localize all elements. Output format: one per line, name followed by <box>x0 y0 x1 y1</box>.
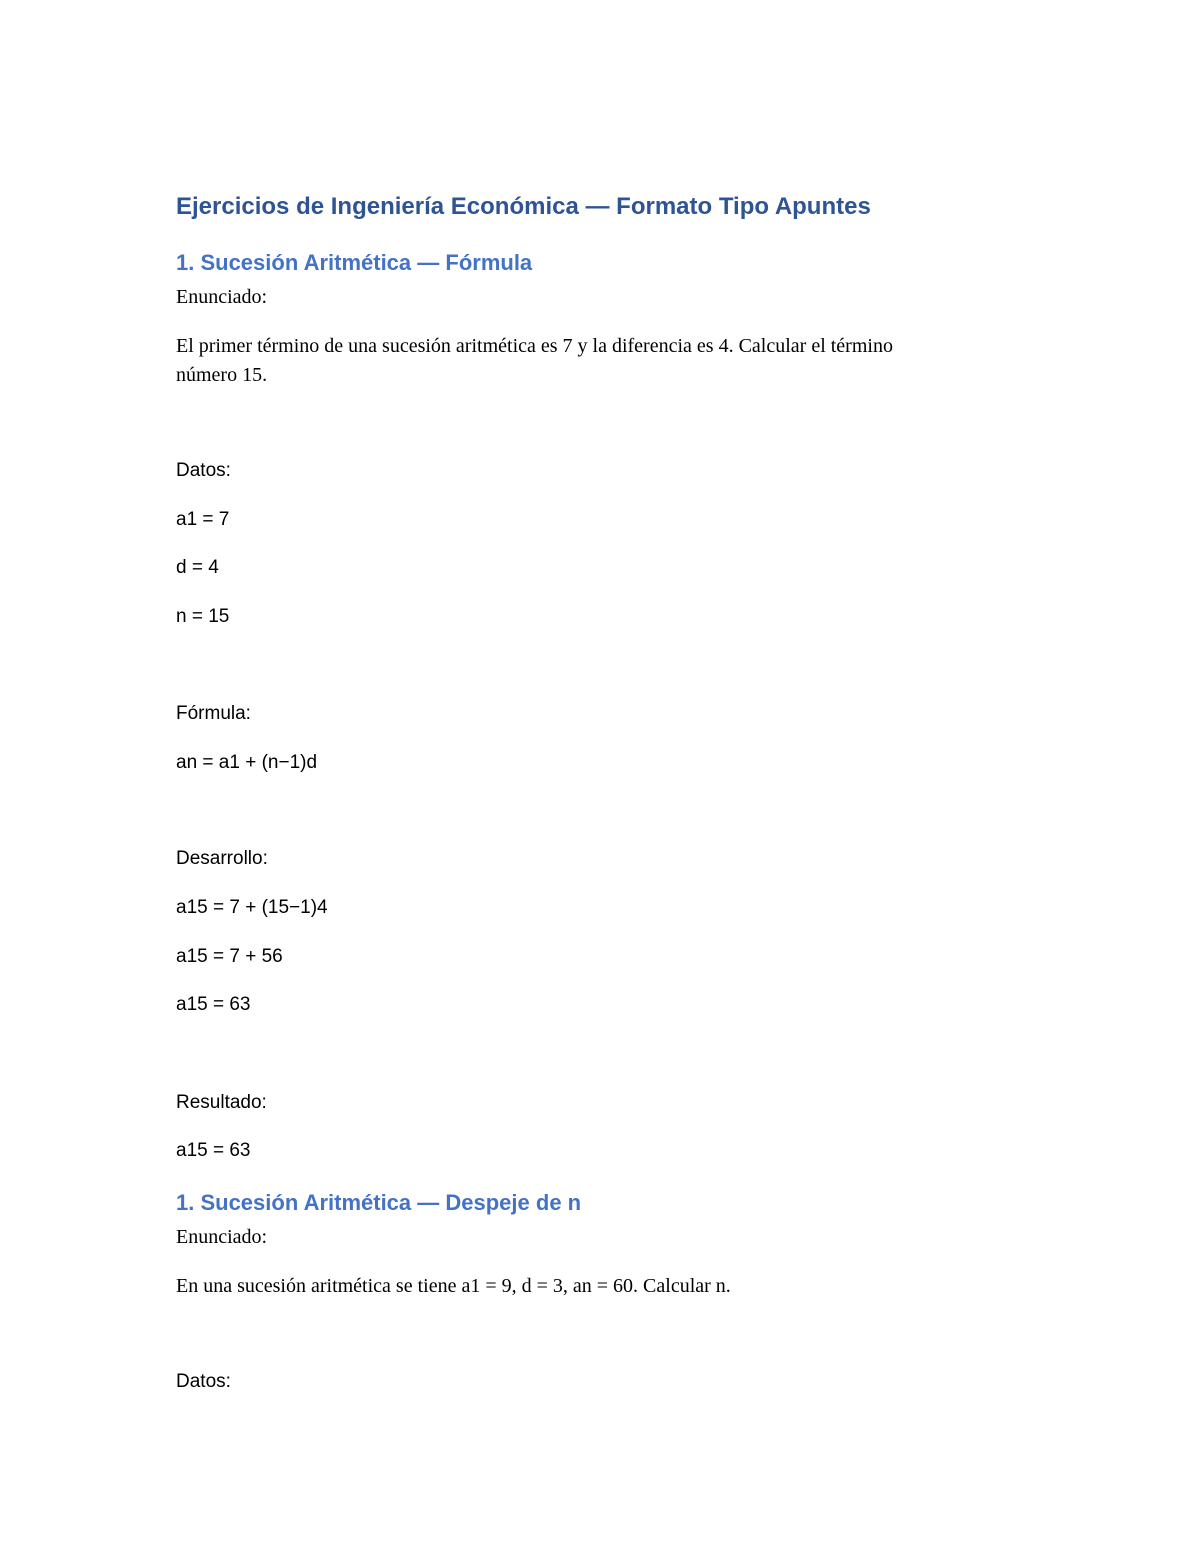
enunciado-text-line-2: número 15. <box>176 364 268 386</box>
formula-text: an = a1 + (n−1)d <box>176 752 318 773</box>
enunciado-text-2: En una sucesión aritmética se tiene a1 = 9, d = 3, an = 60. Calcular n. <box>176 1275 731 1297</box>
desarrollo-step-2: a15 = 7 + 56 <box>176 946 283 967</box>
datos-label: Datos: <box>176 460 231 481</box>
dato-n: n = 15 <box>176 606 230 627</box>
section-heading-formula: 1. Sucesión Aritmética — Fórmula <box>176 250 533 275</box>
desarrollo-label: Desarrollo: <box>176 848 268 869</box>
enunciado-label: Enunciado: <box>176 286 268 308</box>
formula-label: Fórmula: <box>176 703 251 724</box>
enunciado-text-line-1: El primer término de una sucesión aritmética es 7 y la diferencia es 4. Calcular el término <box>176 335 893 357</box>
dato-d: d = 4 <box>176 557 219 578</box>
resultado-label: Resultado: <box>176 1092 267 1113</box>
document-title: Ejercicios de Ingeniería Económica — Formato Tipo Apuntes <box>176 193 871 220</box>
enunciado-label-2: Enunciado: <box>176 1226 268 1248</box>
datos-label-2: Datos: <box>176 1371 231 1392</box>
dato-a1: a1 = 7 <box>176 509 230 530</box>
desarrollo-step-3: a15 = 63 <box>176 994 251 1015</box>
resultado-value: a15 = 63 <box>176 1140 251 1161</box>
section-heading-despeje: 1. Sucesión Aritmética — Despeje de n <box>176 1190 582 1215</box>
desarrollo-step-1: a15 = 7 + (15−1)4 <box>176 897 328 918</box>
